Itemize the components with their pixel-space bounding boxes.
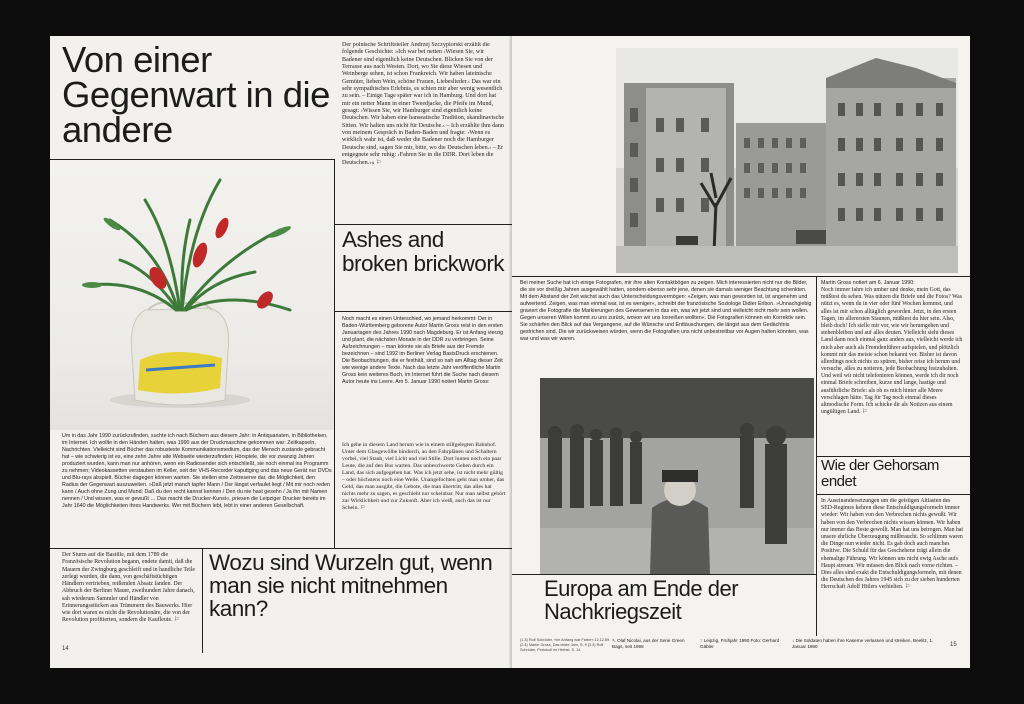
plant-in-green-bag-photo: [50, 160, 334, 430]
headline-wie-der-gehorsam-endet: Wie der Gehorsam endet: [821, 457, 939, 490]
rule-below-gehorsam: [816, 494, 970, 495]
caption-soldiers: ↓ Die Soldaten haben ihre Kaserne verlassen und streiken, Beelitz, 1. Januar 1990: [792, 638, 934, 649]
rule-vertical-bottom: [202, 548, 203, 653]
headline-von-einer-gegenwart: Von einer Gegenwart in die andere: [62, 39, 330, 150]
rule-vertical-left: [334, 159, 335, 549]
martin-gross-quote: Ich gehe in diesem Land herum wie in einem stillgelegten Bahnhof. Unter dem Glasgewölbe hindurch, an den Fahrplänen und Schaltern vorbei, viel Staub, viel Licht und viel Stille. Dort lunten noch ein paar Leute, die auf den Bus warten. Das unbeschwerte Gehen durch ein Land, das sich aufgegeben hat. Was ich jetzt sehe, ist nicht mehr gültig – oder höchstens noch eine Weile. Unangefochten geht man umher, das Geld, das man ausgibt, die Gebote, die man übertritt, das alles hat nichts mehr zu sagen, es geschieht nur scheinbar. Nur man selbst gehört zur Wirklichkeit und zur Zukunft. Aber ich weiß, auch das ist nur Schein. ⚐: [342, 442, 506, 512]
left-page: [50, 36, 512, 668]
caption-leipzig: ↑ Leipzig, Frühjahr 1990 Foto: Gerhard Gäbler: [700, 638, 780, 649]
photographers-contact-sheets-text: Bei meiner Suche bat ich einige Fotografen, mir ihre alten Kontaktbögen zu zeigen. Mich interessierten nicht nur die Bilder, die sie vor dreißig Jahren ausgewählt hatten, sondern ebenso sehr jene, denen sie damals weniger Beachtung schenkten. Mit dem Abstand der Zeit wächst auch das Unterscheidungsvermögen: »Zeigen, was man geworden ist, ist angenehm und aufwertend. Zeigen, was man einmal war, ist es weniger«, schreibt der französische Soziologe Didier Eribon. »Unnachgiebig graviert die Fotografie die Markierungen des Gewesenen in das ein, was wir jetzt sind und vielleicht nicht mehr sein wollen. Gegen unseren Willen kommt zu uns zurück, wovon wir uns losreißen wollten«. Die Fotografien können ein Korrektiv sein. Sie schärfen den Blick auf das Vergangene, auf die Wünsche und Enttäuschungen, die längst aus dem Gedächtnis gestrichen sind. Die wir zurückweisen würden, wenn die Fotografien uns nicht unbestreitbar vor Augen halten könnten, was war und was wir waren.: [520, 280, 812, 343]
street-buildings-illustration: [616, 48, 958, 273]
martin-gross-date-heading: Martin Gross notiert am 6. Januar 1990:: [821, 280, 915, 286]
martin-gross-letter: Noch immer fahre ich umher und denke, mein Gott, das müßtest du sehen. Was nützen die Briefe und die Fotos? Was nützt es, wenn du in vier oder fünf Wochen kommst, und alles ist mir schon alltäglich geworden. Jetzt, in den ersten Tagen, im allerersten Staunen, müßtest du hier sein. Also, bleib doch! Ich stelle mir vor, wie wir herumgehen und stehenbleiben und auf alles deuten. Vielleicht sieht dieses Land dann noch einmal ganz anders aus, vielleicht werde ich mich aber auch als Fremdenführer aufspielen, und plötzlich kommt mir das meiste schon bekannt vor. Bisher ist davon allerdings noch nichts zu spüren, bisher reise ich herum und versuche, alles zu notieren, jede Beobachtung festzuhalten. Und weil wir nicht telefonieren können, werde ich dir noch einmal Briefe schreiben, kurze und lange, hastige und ausführliche Briefe: als ob es mich hinter alle Meere verschlagen hätte. Tag für Tag noch einmal dieses altmodische Form. Ich schicke dir als Notizen aus einem ungültigen Land. ⚐: [821, 287, 963, 416]
headline-ashes-and-broken-brickwork: Ashes and broken brickwork: [342, 227, 505, 276]
leipzig-street-photo: [616, 48, 958, 273]
rule-under-street-photo: [512, 276, 970, 277]
books-time-capsule-text: Um in das Jahr 1990 zurückzufinden, suchte ich nach Büchern aus diesem Jahr: in Antiquariaten, in Bibliotheken, im Internet. Ich wollte in den Händen halten, was 1990 aus der Druckmaschine gekommen war: Zeitkapseln, Nachrichten. Vielleicht sind Bücher das robusteste Kommunikationsmedium, das der Mensch zustande gebracht hat – wie schwierig ist es, eine zehn Jahre alte Webseite wiederzufinden; Hörspiele, die vor zwanzig Jahren produziert wurden, kann man nur anhören, wenn ein Radiosender sich entschließt, sie noch einmal ins Programm zu nehmen; Videokassetten verstauben im Keller, seit der VHS-Recorder kaputtging und das neue Gerät nur DVDs und Blu-rays abspielt. Bücher dagegen können warten. Sie stellen eine Zeitreserve dar, die Möglichkeit, den Radius der Gegenwart auszuweiten. »Daß jetzt manch tapfer Mann / Der längst verfaulet liegt / Mit mir noch reden kann / Auch ohne Zung und Mund: Daß du den recht kannst kennen / Den du nie hast gesehn / Ja ihn mit Namen nennen / Und wissen, was er gewußt … Das macht die Drucker-Kunst«, priesen die Leipziger Drucker bereits im Jahr 1640 die Möglichkeiten ihres Handwerks. Wer mit Büchern lebt, lebt in einer anderen Gesellschaft.: [62, 433, 332, 510]
rule-above-ashes: [335, 224, 512, 225]
bastille-text: Der Sturm auf die Bastille, mit dem 1789 die Französische Revolution begann, endete damit, daß die Mauern der Zwingburg geschleift und in handliche Teile zerlegt wurden, die dann, von geschäftstüchtigen Händlern vertrieben, reißenden Absatz fanden. Der Abbruch der Berliner Mauer, zweihundert Jahre danach, sah wiederum Sammler und Händler von Erinnerungsstücken aus Trümmern des Bauwerks. Hier wie dort waren es nicht die Revolutionäre, die von der Revolution profitierten, sondern die Kaufleute. ⚐: [62, 552, 196, 624]
sed-regime-text: In Auseinandersetzungen um die geistigen Altlasten des SED-Regimes kehren diese Entschuldigungsformeln immer wieder: Wir haben von den Verbrechen nichts gewußt. Wir haben von den Verbrechen nichts wissen können. Wir haben nur immer das Beste gewollt. Man hat uns betrogen. Man hat unsere ehrliche Überzeugung mißbraucht. So schlimm waren die Dinge nun wieder nicht. Es gab doch auch manches Positive. Die Schuld für das Geschehene trägt allein die ehemalige Führung. Wir können uns nicht ewig Asche aufs Haupt streuen. Wir müssen den Blick nach vorne richten. – Dies alles sind exakt die Entschuldigungsformeln, mit denen die Deutschen des Jahres 1945 sich zu der sieben hunderten Herrschaft Adolf Hitlers verhielten. ⚐: [821, 498, 963, 591]
right-page: [512, 36, 970, 668]
plant-bag-illustration: [50, 160, 334, 430]
caption-green-bags: ↖ Olaf Nicolai, aus der Serie Green Bags, seit 1998: [612, 638, 685, 649]
headline-wozu-sind-wurzeln: Wozu sind Wurzeln gut, wenn man sie nicht mitnehmen kann?: [209, 550, 493, 621]
martin-gross-intro-text: Noch macht es einen Unterschied, wo jemand herkommt: Der in Baden-Württemberg geborene Autor Martin Gross reist in den ersten Januartagen des Jahres 1990 nach Magdeburg. Er ist Anfang vierzig und plant, die nächsten Monate in der DDR zu verbringen. Seine Aufzeichnungen – man könnte sie als Briefe aus der Fremde bezeichnen – sind 1992 im Berliner Verlag BasisDruck erschienen. Die Beobachtungen, die er festhält, sind so nah am Alltag dieser Zeit wie wenige andere Texte. Nach das letzte Jahr veröffentliche Martin Gross kein weiteres Buch, im Internet führt die Suche nach diesem Autor heute ins Leere. Am 5. Januar 1990 notiert Martin Gross:: [342, 316, 504, 385]
rule-below-ashes: [335, 311, 512, 312]
soldiers-strike-photo: [540, 378, 814, 574]
footer-credits: (1.3) Rolf Schröder, »Im Anfang war Farbe« 12.12.89 (2.4) Martin Gross, Das letzte Jahr, S. 9 (3.3) Rolf Schröder, Protokoll im Herbst, S. 14: [520, 638, 610, 652]
headline-europa-am-ende: Europa am Ende der Nachkriegszeit: [544, 576, 739, 624]
page-number-left: 14: [62, 646, 69, 652]
top-serif-column: Der polnische Schriftsteller Andrzej Szczypiorski erzählt die folgende Geschichte: »Ich war bei netten ›Wiesen Sie, wir Badener sind eigentlich keine Deutschen. Blicken Sie von der Terrasse aus nach Westen. Dort, wo Sie diese Wiesen und Weinberge sehen, ist schon Frankreich. Wir haben lateinische Gemüter, lieben Wein, schöne Frauen, Liebeslieder.‹ Das war ein sehr sympathisches Erlebnis, es schien mir aber wenig wesentlich zu sein. – Einige Tage später war ich in Hamburg. Und dort hat mir ein netter Mann in einer Tweedjacke, die Pfeife im Mund, gesagt: ›Wissen Sie, wir Hamburger sind eigentlich keine Deutschen. Wir haben eine hanseatische Tradition, skandinavische Sitten. Wir halten uns nicht für Deutsche.‹ – Ich erzählte ihm dann von meinem Gespräch in Baden-Baden und fragte: ›Wenn es wirklich wahr ist, daß weder die Badener noch die Hamburger Deutsche sind, sagen Sie mir, bitte, wo die Deutschen leben.‹ – Er entgegnete sehr ruhig: ›Fahren Sie in die DDR. Dort leben die Deutschen.‹« ⚐: [342, 42, 505, 166]
rule-above-europa: [512, 574, 816, 575]
page-number-right: 15: [950, 642, 957, 648]
rule-above-bottom: [50, 548, 512, 549]
soldiers-illustration: [540, 378, 814, 574]
